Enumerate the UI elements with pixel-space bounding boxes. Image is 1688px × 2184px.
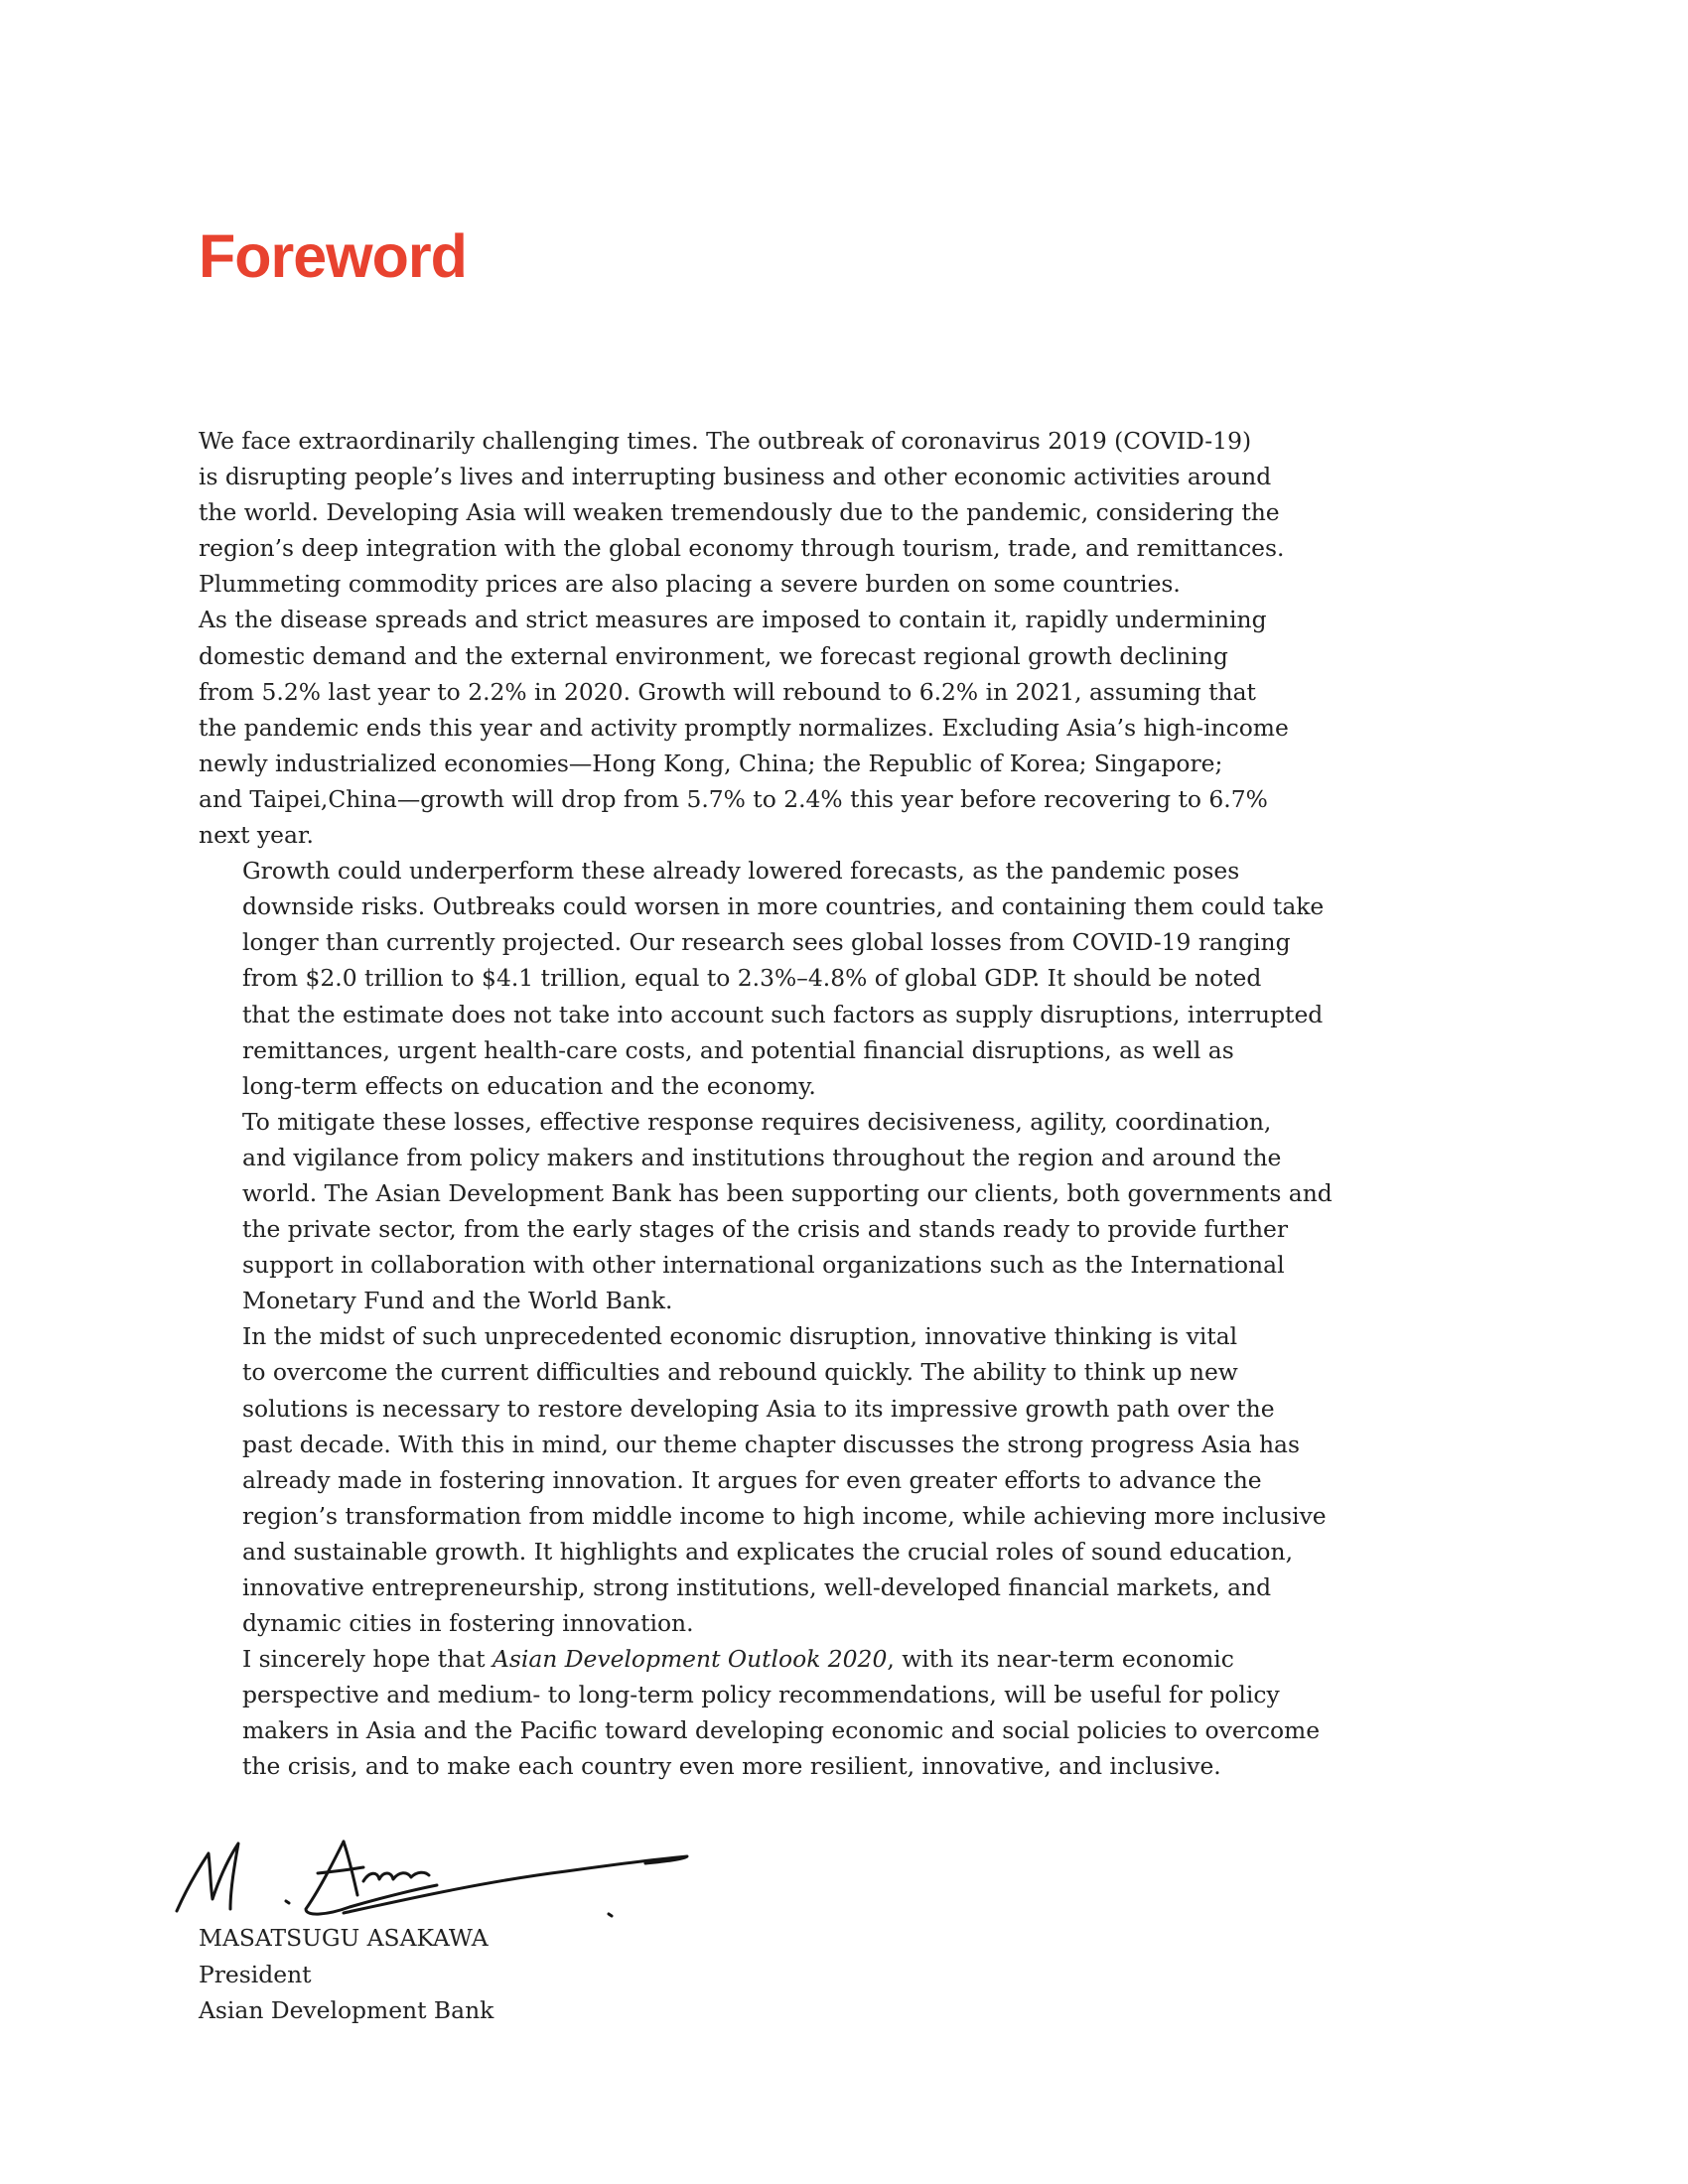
signature-stroke [306, 1842, 437, 1914]
text-line: already made in fostering innovation. It argues for even greater efforts to advance the [242, 1465, 1262, 1494]
paragraph-2 [199, 853, 1325, 1104]
text-line: region’s deep integration with the global economy through tourism, trade, and remittances. [199, 534, 1285, 563]
text-line: Growth could underperform these already lowered forecasts, as the pandemic poses [242, 857, 1240, 886]
text-line: As the disease spreads and strict measures are imposed to contain it, rapidly undermining [199, 606, 1267, 634]
signatory-name: MASATSUGU ASAKAWA [199, 1924, 489, 1952]
text-line: the crisis, and to make each country even more resilient, innovative, and inclusive. [242, 1752, 1221, 1781]
publication-title: Asian Development Outlook 2020 [492, 1645, 888, 1674]
text-line: the world. Developing Asia will weaken tremendously due to the pandemic, considering the [199, 498, 1280, 527]
text-line: the private sector, from the early stages of the crisis and stands ready to provide further [242, 1215, 1289, 1244]
text-line: perspective and medium- to long-term policy recommendations, will be useful for policy [242, 1681, 1280, 1709]
foreword-body [199, 423, 1333, 1785]
text-line: world. The Asian Development Bank has been supporting our clients, both governments and [242, 1178, 1333, 1207]
text-line: that the estimate does not take into account such factors as supply disruptions, interrupted [242, 1000, 1324, 1028]
signature-stroke [363, 1872, 429, 1881]
text-line: makers in Asia and the Pacific toward developing economic and social policies to overcome [242, 1716, 1321, 1745]
closing-line-rest: , with its near-term economic [887, 1645, 1234, 1674]
signature-stroke [177, 1843, 238, 1911]
text-line: from 5.2% last year to 2.2% in 2020. Growth will rebound to 6.2% in 2021, assuming that [199, 677, 1256, 706]
paragraph-5 [199, 1641, 1319, 1784]
text-line: solutions is necessary to restore developing Asia to its impressive growth path over the [242, 1394, 1275, 1423]
text-line: We face extraordinarily challenging times. The outbreak of coronavirus 2019 (COVID-19) [199, 427, 1252, 455]
paragraph-1 [199, 423, 1319, 853]
text-line: To mitigate these losses, effective response requires decisiveness, agility, coordination, [242, 1107, 1272, 1136]
text-line: region’s transformation from middle income to high income, while achieving more inclusive [242, 1501, 1327, 1530]
text-line: next year. [199, 821, 314, 850]
text-line: innovative entrepreneurship, strong institutions, well-developed financial markets, and [242, 1573, 1272, 1601]
text-line: support in collaboration with other international organizations such as the International [242, 1251, 1285, 1280]
text-line: In the midst of such unprecedented economic disruption, innovative thinking is vital [242, 1322, 1238, 1351]
text-line: the pandemic ends this year and activity promptly normalizes. Excluding Asia’s high-income [199, 713, 1289, 742]
paragraph-3 [199, 1104, 1333, 1319]
text-line: past decade. With this in mind, our theme chapter discusses the strong progress Asia has [242, 1430, 1300, 1458]
text-line: to overcome the current difficulties and rebound quickly. The ability to think up new [242, 1358, 1238, 1387]
signature-stroke [318, 1867, 363, 1873]
signatory-organization: Asian Development Bank [199, 1996, 494, 2024]
text-line: is disrupting people’s lives and interrupting business and other economic activities around [199, 463, 1272, 491]
text-line: longer than currently projected. Our research sees global losses from COVID-19 ranging [242, 928, 1291, 957]
text-line: downside risks. Outbreaks could worsen in more countries, and containing them could take [242, 892, 1325, 921]
signatory-block [199, 1920, 493, 2029]
text-line: and vigilance from policy makers and institutions throughout the region and around the [242, 1143, 1282, 1171]
text-line: and sustainable growth. It highlights and explicates the crucial roles of sound education, [242, 1537, 1294, 1566]
text-line [199, 1641, 1319, 1677]
text-line: newly industrialized economies—Hong Kong, China; the Republic of Korea; Singapore; [199, 749, 1223, 777]
paragraph-4 [199, 1318, 1327, 1641]
text-line: domestic demand and the external environment, we forecast regional growth declining [199, 641, 1228, 670]
page-title: Foreword [199, 222, 467, 290]
signature-stroke [609, 1914, 612, 1916]
closing-prefix: I sincerely hope that [242, 1645, 492, 1674]
text-line: Plummeting commodity prices are also placing a severe burden on some countries. [199, 570, 1181, 599]
text-line: from $2.0 trillion to $4.1 trillion, equal to 2.3%–4.8% of global GDP. It should be noted [242, 964, 1262, 993]
text-line: and Taipei,China—growth will drop from 5.7% to 2.4% this year before recovering to 6.7% [199, 784, 1268, 813]
signature-stroke [344, 1856, 687, 1913]
signature-stroke [286, 1901, 289, 1903]
text-line: dynamic cities in fostering innovation. [242, 1609, 694, 1638]
text-line: long-term effects on education and the economy. [242, 1071, 816, 1100]
text-line: Monetary Fund and the World Bank. [242, 1287, 673, 1315]
signatory-position: President [199, 1960, 312, 1988]
text-line: remittances, urgent health-care costs, and potential financial disruptions, as well as [242, 1035, 1234, 1064]
